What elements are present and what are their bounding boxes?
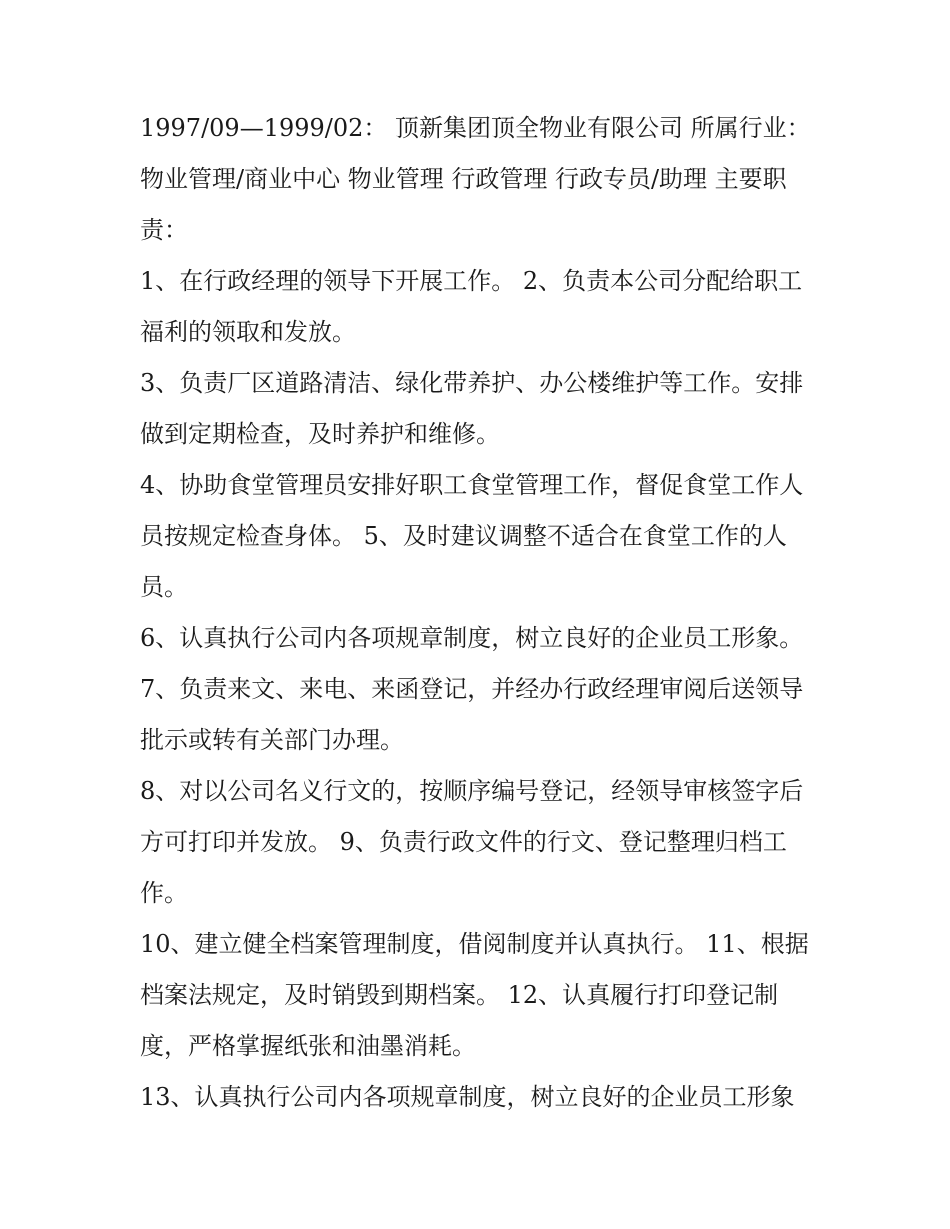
paragraph-duty-6-7: 6、认真执行公司内各项规章制度，树立良好的企业员工形象。 7、负责来文、来电、来函登记，并经办行政经理审阅后送领导批示或转有关部门办理。 bbox=[140, 624, 804, 754]
paragraph-duty-8-9: 8、对以公司名义行文的，按顺序编号登记，经领导审核签字后方可打印并发放。 9、负责行政文件的行文、登记整理归档工作。 bbox=[140, 777, 804, 907]
paragraph-duty-1-2: 1、在行政经理的领导下开展工作。 2、负责本公司分配给职工福利的领取和发放。 bbox=[140, 267, 803, 346]
paragraph-duty-10-12: 10、建立健全档案管理制度，借阅制度并认真执行。 11、根据档案法规定，及时销毁到期档案。 12、认真履行打印登记制度，严格掌握纸张和油墨消耗。 bbox=[140, 930, 809, 1060]
paragraph-employment-header: 1997/09—1999/02： 顶新集团顶全物业有限公司 所属行业：物业管理/商业中心 物业管理 行政管理 行政专员/助理 主要职责： bbox=[140, 114, 811, 244]
paragraph-duty-3: 3、负责厂区道路清洁、绿化带养护、办公楼维护等工作。安排做到定期检查，及时养护和维修。 bbox=[140, 369, 804, 448]
paragraph-duty-13: 13、认真执行公司内各项规章制度，树立良好的企业员工形象 bbox=[140, 1083, 795, 1111]
document-body bbox=[140, 103, 820, 1123]
paragraph-duty-4-5: 4、协助食堂管理员安排好职工食堂管理工作，督促食堂工作人员按规定检查身体。 5、及时建议调整不适合在食堂工作的人员。 bbox=[140, 471, 804, 601]
